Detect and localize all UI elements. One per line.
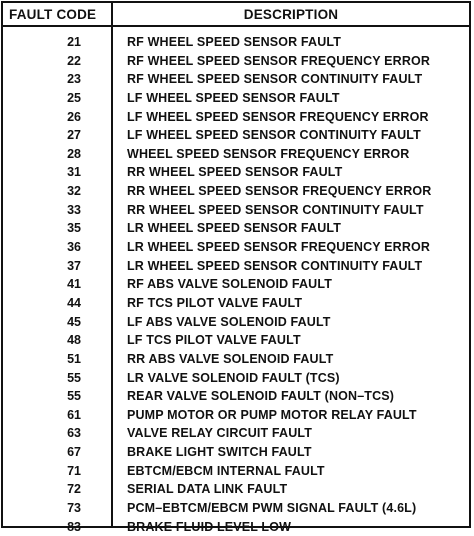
- fault-code: 31: [67, 165, 81, 180]
- fault-description: PCM–EBTCM/EBCM PWM SIGNAL FAULT (4.6L): [127, 501, 417, 516]
- fault-code: 32: [67, 184, 81, 199]
- table-row: [3, 52, 469, 71]
- fault-description: BRAKE FLUID LEVEL LOW: [127, 519, 292, 534]
- table-row: [3, 275, 469, 294]
- fault-code: 27: [67, 128, 81, 143]
- fault-description: RR ABS VALVE SOLENOID FAULT: [127, 351, 334, 366]
- fault-code: 26: [67, 109, 81, 124]
- fault-description: LR WHEEL SPEED SENSOR FREQUENCY ERROR: [127, 240, 431, 255]
- table-row: [3, 163, 469, 182]
- fault-code: 72: [67, 482, 81, 497]
- table-row: [3, 257, 469, 276]
- table-row: [3, 33, 469, 52]
- fault-code: 22: [67, 53, 81, 68]
- fault-description: LR WHEEL SPEED SENSOR FAULT: [127, 221, 342, 236]
- table-row: [3, 145, 469, 164]
- fault-description: LR WHEEL SPEED SENSOR CONTINUITY FAULT: [127, 258, 423, 273]
- table-row: [3, 499, 469, 518]
- fault-description: LF ABS VALVE SOLENOID FAULT: [127, 314, 331, 329]
- table-row: [3, 238, 469, 257]
- fault-code: 33: [67, 202, 81, 217]
- table-row: [3, 201, 469, 220]
- table-row: [3, 313, 469, 332]
- table-row: [3, 331, 469, 350]
- fault-code: 67: [67, 445, 81, 460]
- fault-code: 37: [67, 258, 81, 273]
- fault-code: 63: [67, 426, 81, 441]
- fault-code: 71: [67, 463, 81, 478]
- fault-code: 35: [67, 221, 81, 236]
- fault-code: 21: [67, 35, 81, 49]
- fault-code: 41: [67, 277, 81, 292]
- fault-code: 36: [67, 240, 81, 255]
- table-row: [3, 108, 469, 127]
- fault-description: RR WHEEL SPEED SENSOR FREQUENCY ERROR: [127, 184, 432, 199]
- fault-code: 23: [67, 72, 81, 87]
- table-row: [3, 182, 469, 201]
- fault-description: BRAKE LIGHT SWITCH FAULT: [127, 445, 312, 460]
- fault-description: LF TCS PILOT VALVE FAULT: [127, 333, 301, 348]
- fault-code: 61: [67, 407, 81, 422]
- fault-code: 45: [67, 314, 81, 329]
- fault-description: WHEEL SPEED SENSOR FREQUENCY ERROR: [127, 146, 410, 161]
- table-row: [3, 89, 469, 108]
- fault-description: LF WHEEL SPEED SENSOR FREQUENCY ERROR: [127, 109, 429, 124]
- fault-code-table: [1, 1, 471, 534]
- table-body: [3, 33, 469, 536]
- fault-description: RF TCS PILOT VALVE FAULT: [127, 295, 303, 310]
- fault-description: SERIAL DATA LINK FAULT: [127, 482, 288, 497]
- description-header: DESCRIPTION: [243, 7, 339, 22]
- table-row: [3, 219, 469, 238]
- table-row: [3, 443, 469, 462]
- table-row: [3, 70, 469, 89]
- fault-description: VALVE RELAY CIRCUIT FAULT: [127, 426, 313, 441]
- fault-description: PUMP MOTOR OR PUMP MOTOR RELAY FAULT: [127, 407, 417, 422]
- fault-code: 44: [67, 295, 81, 310]
- table-row: [3, 424, 469, 443]
- table-row: [3, 462, 469, 481]
- fault-code-header: FAULT CODE: [9, 7, 97, 22]
- fault-code: 55: [67, 370, 81, 385]
- fault-description: RR WHEEL SPEED SENSOR CONTINUITY FAULT: [127, 202, 424, 217]
- fault-description: RF WHEEL SPEED SENSOR FREQUENCY ERROR: [127, 53, 431, 68]
- fault-code: 55: [67, 389, 81, 404]
- table-row: [3, 480, 469, 499]
- fault-description: REAR VALVE SOLENOID FAULT (NON–TCS): [127, 389, 395, 404]
- table-row: [3, 350, 469, 369]
- table-row: [3, 294, 469, 313]
- table-row: [3, 369, 469, 388]
- fault-description: RR WHEEL SPEED SENSOR FAULT: [127, 165, 343, 180]
- fault-description: LF WHEEL SPEED SENSOR CONTINUITY FAULT: [127, 128, 421, 143]
- fault-description: RF WHEEL SPEED SENSOR CONTINUITY FAULT: [127, 72, 423, 87]
- fault-description: EBTCM/EBCM INTERNAL FAULT: [127, 463, 325, 478]
- fault-description: LF WHEEL SPEED SENSOR FAULT: [127, 90, 340, 105]
- fault-description: RF ABS VALVE SOLENOID FAULT: [127, 277, 332, 292]
- fault-code: 73: [67, 501, 81, 516]
- fault-code: 83: [67, 519, 81, 534]
- table-row: [3, 387, 469, 406]
- fault-description: LR VALVE SOLENOID FAULT (TCS): [127, 370, 340, 385]
- fault-code: 28: [67, 146, 81, 161]
- fault-code: 51: [67, 351, 81, 366]
- fault-code: 25: [67, 90, 81, 105]
- table-row: [3, 126, 469, 145]
- table-row: [3, 518, 469, 536]
- header-divider: [3, 25, 469, 27]
- fault-description: RF WHEEL SPEED SENSOR FAULT: [127, 35, 342, 49]
- table-row: [3, 406, 469, 425]
- fault-code: 48: [67, 333, 81, 348]
